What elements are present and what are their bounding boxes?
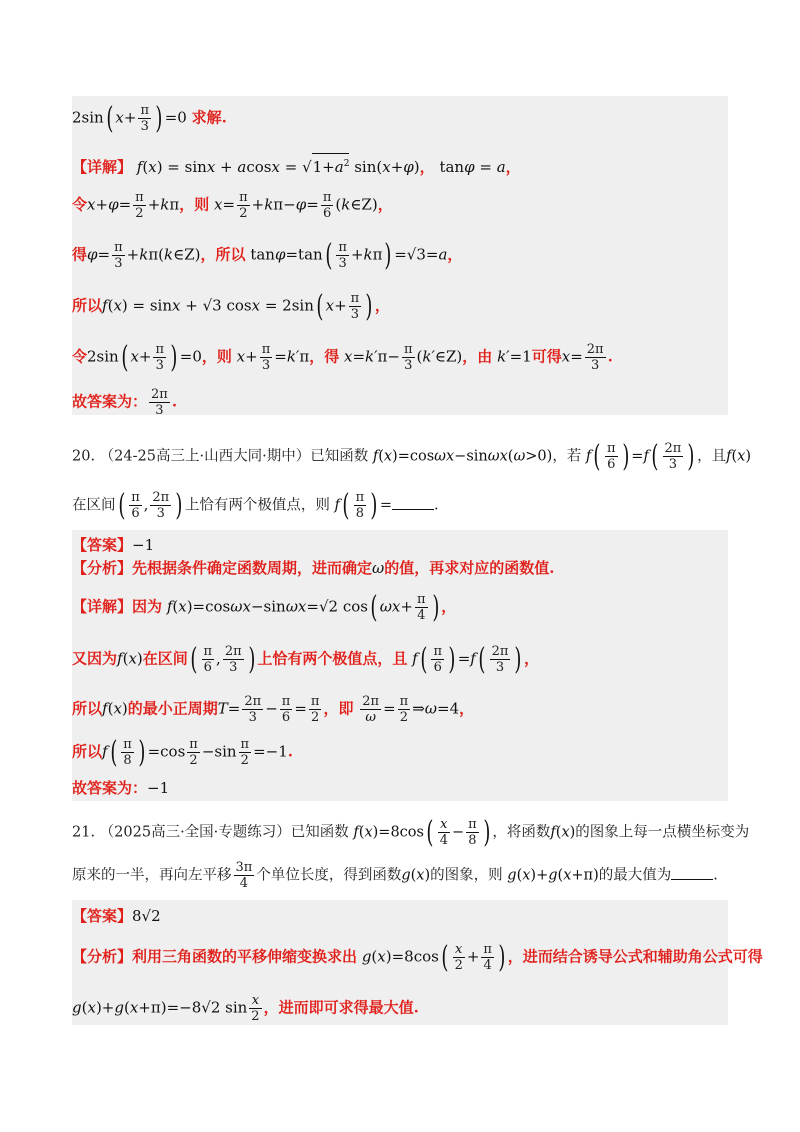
q20-detail4: 所以f( $\frac{\pi}{8}$ ) =cos $\frac{\pi}{2}$ −sin $\frac{\pi}{2}$ =−1. [72, 734, 294, 770]
question-source: （24-25高三上·山西大同·期中） [99, 448, 311, 465]
sol19-line3: 令x+φ= $\frac{\pi}{2}$ +kπ，则 x= $\frac{\pi}{2}$ +kπ−φ= $\frac{\pi}{6}$ (k∈Z)， [72, 190, 393, 221]
answer-blank [392, 495, 434, 510]
q20-detail1: 【详解】因为 f(x)=cosωx−sinωx=√2 cos( ωx+ $\frac{\pi}{4}$ ) ， [72, 589, 457, 625]
sol19-answer: 故答案为： $\frac{2\pi}{3}$ . [72, 387, 178, 418]
q20-detail3: 所以f(x)的最小正周期T= $\frac{2\pi}{3}$ − $\frac{\pi}{6}$ = $\frac{\pi}{2}$ ，即 $\frac{2\pi}{\omega}$ = $\frac{\pi}{2}$ ⇒ω=4， [72, 694, 475, 725]
q21-line1: 21. （2025高三·全国·专题练习）已知函数 f(x)=8cos( $\frac{x}{4}$ − $\frac{\pi}{8}$ ) ，将函数f(x)的图象上每一点横坐标变为 [72, 814, 750, 850]
q21-line2: 原来的一半，再向左平移 $\frac{3\pi}{4}$ 个单位长度，得到函数g(x)的图象，则 g(x)+g(x+π)的最大值为 . [72, 860, 718, 891]
sol19-line4: 得φ= $\frac{\pi}{3}$ +kπ(k∈Z)，所以 tanφ=tan( $\frac{\pi}{3}$ +kπ) =√3=a， [72, 237, 463, 273]
answer-blank [671, 865, 713, 880]
q20-line2: 在区间( $\frac{\pi}{6}$ , $\frac{2\pi}{3}$ ) 上恰有两个极值点，则 f( $\frac{\pi}{8}$ ) = . [72, 487, 439, 523]
sol19-line6: 令2sin( x+ $\frac{\pi}{3}$ ) =0，则 x+ $\frac{\pi}{3}$ =k′π，得 x=k′π− $\frac{\pi}{3}$ (k′∈Z)，由 k′=1可得x= $\frac{2\pi}{3}$ . [72, 339, 613, 375]
sol19-line5: 所以f(x) = sinx + √3 cosx = 2sin( x+ $\frac{\pi}{3}$ ) ， [72, 288, 390, 324]
sol19-line1: 2sin( x+ $\frac{\pi}{3}$ ) =0 求解. [72, 100, 227, 136]
q20-analysis: 【分析】先根据条件确定函数周期，进而确定ω的值，再求对应的函数值. [72, 559, 555, 577]
q21-analysis2: g(x)+g(x+π)=−8√2 sin $\frac{x}{2}$ ，进而即可求得最大值. [72, 993, 419, 1024]
q20-detail2: 又因为f(x)在区间( $\frac{\pi}{6}$ , $\frac{2\pi}{3}$ ) 上恰有两个极值点，且 f( $\frac{\pi}{6}$ ) =f( $\frac{2\pi}{3}$ ) ， [72, 641, 540, 677]
q20-final: 故答案为：−1 [72, 779, 170, 797]
sol19-hint: 求解. [191, 108, 227, 127]
q20-answer: 【答案】−1 [72, 536, 155, 554]
question-number: 21. [72, 824, 96, 841]
question-source: （2025高三·全国·专题练习） [99, 824, 291, 841]
math: 2 [72, 108, 82, 127]
q21-answer: 【答案】8√2 [72, 907, 161, 925]
sol19-line2: 【详解】 $f(x) = \sin x + acosx = √1+a^2$ sin(x+φ)， tanφ = a， [72, 153, 728, 177]
fraction: $\frac{\pi}{3}$ [140, 103, 150, 134]
q20-line1: 20. （24-25高三上·山西大同·期中）已知函数 f(x)=cosωx−sinωx(ω>0)，若 f( $\frac{\pi}{6}$ ) =f( $\frac{2\pi}{3}$ ) ，且f(x) [72, 438, 751, 474]
detail-tag: 【详解】 [72, 158, 133, 176]
q21-analysis1: 【分析】利用三角函数的平移伸缩变换求出 g(x)=8cos( $\frac{x}{2}$ + $\frac{\pi}{4}$ ) ，进而结合诱导公式和辅助角公式可得 [72, 939, 763, 975]
question-number: 20. [72, 448, 96, 465]
